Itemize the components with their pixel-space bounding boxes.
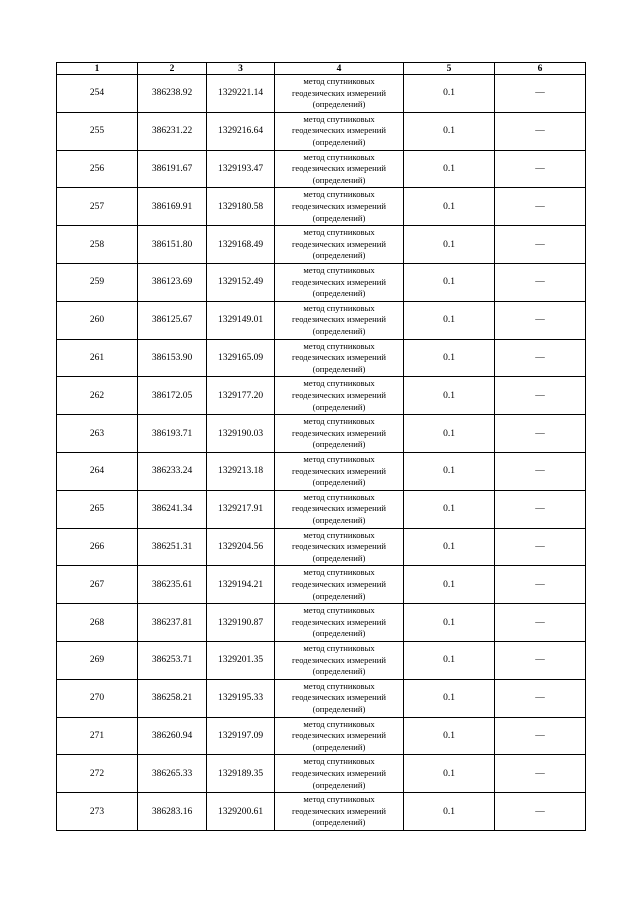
y-coordinate-cell: 1329193.47 <box>207 150 275 188</box>
table-row <box>57 150 586 188</box>
note-cell: — <box>495 339 586 377</box>
x-coordinate-cell: 386283.16 <box>138 793 207 831</box>
table-row <box>57 301 586 339</box>
table-row <box>57 226 586 264</box>
table-row <box>57 415 586 453</box>
accuracy-cell: 0.1 <box>404 339 495 377</box>
accuracy-cell: 0.1 <box>404 604 495 642</box>
accuracy-cell: 0.1 <box>404 755 495 793</box>
note-cell: — <box>495 188 586 226</box>
accuracy-cell: 0.1 <box>404 528 495 566</box>
table-row <box>57 188 586 226</box>
y-coordinate-cell: 1329149.01 <box>207 301 275 339</box>
method-cell: метод спутниковых геодезических измерений (определений) <box>275 150 404 188</box>
note-cell: — <box>495 377 586 415</box>
x-coordinate-cell: 386191.67 <box>138 150 207 188</box>
y-coordinate-cell: 1329204.56 <box>207 528 275 566</box>
note-cell: — <box>495 679 586 717</box>
y-coordinate-cell: 1329165.09 <box>207 339 275 377</box>
point-number-cell: 256 <box>57 150 138 188</box>
y-coordinate-cell: 1329194.21 <box>207 566 275 604</box>
point-number-cell: 268 <box>57 604 138 642</box>
point-number-cell: 263 <box>57 415 138 453</box>
method-cell: метод спутниковых геодезических измерений (определений) <box>275 604 404 642</box>
note-cell: — <box>495 641 586 679</box>
table-row <box>57 641 586 679</box>
method-cell: метод спутниковых геодезических измерений (определений) <box>275 301 404 339</box>
method-cell: метод спутниковых геодезических измерений (определений) <box>275 452 404 490</box>
point-number-cell: 267 <box>57 566 138 604</box>
point-number-cell: 266 <box>57 528 138 566</box>
point-number-cell: 272 <box>57 755 138 793</box>
accuracy-cell: 0.1 <box>404 793 495 831</box>
method-cell: метод спутниковых геодезических измерений (определений) <box>275 679 404 717</box>
x-coordinate-cell: 386235.61 <box>138 566 207 604</box>
table-row <box>57 75 586 113</box>
x-coordinate-cell: 386123.69 <box>138 263 207 301</box>
point-number-cell: 271 <box>57 717 138 755</box>
table-row <box>57 528 586 566</box>
y-coordinate-cell: 1329177.20 <box>207 377 275 415</box>
note-cell: — <box>495 150 586 188</box>
accuracy-cell: 0.1 <box>404 717 495 755</box>
point-number-cell: 258 <box>57 226 138 264</box>
accuracy-cell: 0.1 <box>404 150 495 188</box>
header-cell-3: 3 <box>207 63 275 75</box>
table-row <box>57 112 586 150</box>
point-number-cell: 269 <box>57 641 138 679</box>
x-coordinate-cell: 386260.94 <box>138 717 207 755</box>
x-coordinate-cell: 386193.71 <box>138 415 207 453</box>
point-number-cell: 270 <box>57 679 138 717</box>
x-coordinate-cell: 386241.34 <box>138 490 207 528</box>
point-number-cell: 273 <box>57 793 138 831</box>
table-row <box>57 604 586 642</box>
x-coordinate-cell: 386237.81 <box>138 604 207 642</box>
table-row <box>57 339 586 377</box>
header-cell-1: 1 <box>57 63 138 75</box>
accuracy-cell: 0.1 <box>404 452 495 490</box>
accuracy-cell: 0.1 <box>404 112 495 150</box>
table-row <box>57 490 586 528</box>
method-cell: метод спутниковых геодезических измерений (определений) <box>275 566 404 604</box>
accuracy-cell: 0.1 <box>404 188 495 226</box>
y-coordinate-cell: 1329216.64 <box>207 112 275 150</box>
x-coordinate-cell: 386251.31 <box>138 528 207 566</box>
note-cell: — <box>495 263 586 301</box>
note-cell: — <box>495 415 586 453</box>
note-cell: — <box>495 528 586 566</box>
table-row <box>57 679 586 717</box>
table-row <box>57 377 586 415</box>
method-cell: метод спутниковых геодезических измерений (определений) <box>275 188 404 226</box>
accuracy-cell: 0.1 <box>404 679 495 717</box>
coordinates-table <box>56 62 586 831</box>
point-number-cell: 260 <box>57 301 138 339</box>
point-number-cell: 264 <box>57 452 138 490</box>
accuracy-cell: 0.1 <box>404 75 495 113</box>
header-cell-5: 5 <box>404 63 495 75</box>
header-row <box>57 63 586 75</box>
header-cell-4: 4 <box>275 63 404 75</box>
point-number-cell: 265 <box>57 490 138 528</box>
note-cell: — <box>495 301 586 339</box>
method-cell: метод спутниковых геодезических измерений (определений) <box>275 226 404 264</box>
accuracy-cell: 0.1 <box>404 377 495 415</box>
note-cell: — <box>495 604 586 642</box>
x-coordinate-cell: 386258.21 <box>138 679 207 717</box>
point-number-cell: 257 <box>57 188 138 226</box>
x-coordinate-cell: 386233.24 <box>138 452 207 490</box>
x-coordinate-cell: 386169.91 <box>138 188 207 226</box>
method-cell: метод спутниковых геодезических измерений (определений) <box>275 717 404 755</box>
method-cell: метод спутниковых геодезических измерений (определений) <box>275 528 404 566</box>
x-coordinate-cell: 386151.80 <box>138 226 207 264</box>
y-coordinate-cell: 1329168.49 <box>207 226 275 264</box>
note-cell: — <box>495 75 586 113</box>
table-row <box>57 755 586 793</box>
point-number-cell: 255 <box>57 112 138 150</box>
x-coordinate-cell: 386238.92 <box>138 75 207 113</box>
method-cell: метод спутниковых геодезических измерений (определений) <box>275 263 404 301</box>
x-coordinate-cell: 386125.67 <box>138 301 207 339</box>
point-number-cell: 259 <box>57 263 138 301</box>
table-body <box>57 75 586 831</box>
x-coordinate-cell: 386265.33 <box>138 755 207 793</box>
note-cell: — <box>495 566 586 604</box>
note-cell: — <box>495 755 586 793</box>
table-row <box>57 566 586 604</box>
y-coordinate-cell: 1329152.49 <box>207 263 275 301</box>
y-coordinate-cell: 1329201.35 <box>207 641 275 679</box>
y-coordinate-cell: 1329189.35 <box>207 755 275 793</box>
point-number-cell: 254 <box>57 75 138 113</box>
y-coordinate-cell: 1329190.03 <box>207 415 275 453</box>
x-coordinate-cell: 386253.71 <box>138 641 207 679</box>
method-cell: метод спутниковых геодезических измерений (определений) <box>275 112 404 150</box>
y-coordinate-cell: 1329197.09 <box>207 717 275 755</box>
accuracy-cell: 0.1 <box>404 415 495 453</box>
y-coordinate-cell: 1329217.91 <box>207 490 275 528</box>
note-cell: — <box>495 490 586 528</box>
note-cell: — <box>495 452 586 490</box>
header-cell-6: 6 <box>495 63 586 75</box>
accuracy-cell: 0.1 <box>404 226 495 264</box>
method-cell: метод спутниковых геодезических измерений (определений) <box>275 339 404 377</box>
method-cell: метод спутниковых геодезических измерений (определений) <box>275 377 404 415</box>
y-coordinate-cell: 1329221.14 <box>207 75 275 113</box>
x-coordinate-cell: 386153.90 <box>138 339 207 377</box>
point-number-cell: 262 <box>57 377 138 415</box>
x-coordinate-cell: 386231.22 <box>138 112 207 150</box>
method-cell: метод спутниковых геодезических измерений (определений) <box>275 641 404 679</box>
y-coordinate-cell: 1329200.61 <box>207 793 275 831</box>
header-cell-2: 2 <box>138 63 207 75</box>
note-cell: — <box>495 112 586 150</box>
table-row <box>57 263 586 301</box>
y-coordinate-cell: 1329190.87 <box>207 604 275 642</box>
y-coordinate-cell: 1329213.18 <box>207 452 275 490</box>
y-coordinate-cell: 1329195.33 <box>207 679 275 717</box>
note-cell: — <box>495 717 586 755</box>
table-row <box>57 452 586 490</box>
method-cell: метод спутниковых геодезических измерений (определений) <box>275 490 404 528</box>
method-cell: метод спутниковых геодезических измерений (определений) <box>275 755 404 793</box>
y-coordinate-cell: 1329180.58 <box>207 188 275 226</box>
note-cell: — <box>495 226 586 264</box>
accuracy-cell: 0.1 <box>404 490 495 528</box>
accuracy-cell: 0.1 <box>404 301 495 339</box>
note-cell: — <box>495 793 586 831</box>
table-row <box>57 717 586 755</box>
point-number-cell: 261 <box>57 339 138 377</box>
method-cell: метод спутниковых геодезических измерений (определений) <box>275 75 404 113</box>
table-header <box>57 63 586 75</box>
table-row <box>57 793 586 831</box>
accuracy-cell: 0.1 <box>404 641 495 679</box>
method-cell: метод спутниковых геодезических измерений (определений) <box>275 793 404 831</box>
method-cell: метод спутниковых геодезических измерений (определений) <box>275 415 404 453</box>
x-coordinate-cell: 386172.05 <box>138 377 207 415</box>
accuracy-cell: 0.1 <box>404 566 495 604</box>
accuracy-cell: 0.1 <box>404 263 495 301</box>
